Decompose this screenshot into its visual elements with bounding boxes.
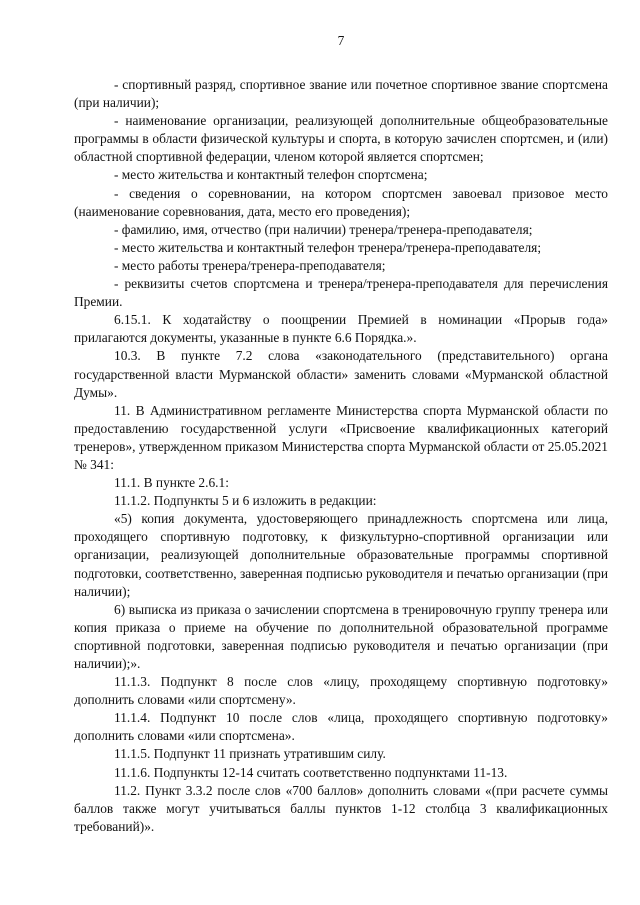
paragraph: 11.1.2. Подпункты 5 и 6 изложить в редакции:: [114, 493, 377, 509]
paragraph: - спортивный разряд, спортивное звание или почетное спортивное звание спортсмена (при наличии);: [74, 77, 608, 111]
paragraph: - реквизиты счетов спортсмена и тренера/тренера-преподавателя для перечисления Премии.: [74, 276, 608, 310]
paragraph: «5) копия документа, удостоверяющего принадлежность спортсмена или лица, проходящего спортивную подготовку, к физкультурно-спортивной организации или организации, реализующей дополнительные образовательные программы спортивной подготовки, соответственно, заверенная подписью руководителя и печатью организации (при наличии);: [74, 511, 608, 599]
paragraph: 11.2. Пункт 3.3.2 после слов «700 баллов» дополнить словами «(при расчете суммы баллов также могут учитываться баллы пунктов 1-12 столбца 3 квалификационных требований)».: [74, 782, 608, 834]
paragraph: - фамилию, имя, отчество (при наличии) тренера/тренера-преподавателя;: [114, 221, 533, 237]
paragraph: 11.1. В пункте 2.6.1:: [114, 475, 229, 491]
paragraph: 11.1.4. Подпункт 10 после слов «лица, проходящего спортивную подготовку» дополнить словами «или спортсмена».: [74, 710, 608, 744]
paragraph: - место жительства и контактный телефон спортсмена;: [114, 167, 428, 183]
paragraph: 10.3. В пункте 7.2 слова «законодательного (представительного) органа государственной власти Мурманской области» заменить словами «Мурманской областной Думы».: [74, 348, 608, 400]
paragraph: - наименование организации, реализующей дополнительные общеобразовательные программы в области физической культуры и спорта, в которую зачислен спортсмен, и (или) областной спортивной федерации, членом которой является спортсмен;: [74, 113, 608, 165]
paragraph: 11.1.3. Подпункт 8 после слов «лицу, проходящему спортивную подготовку» дополнить словами «или спортсмену».: [74, 674, 608, 708]
paragraph: 11.1.6. Подпункты 12-14 считать соответственно подпунктами 11-13.: [114, 764, 508, 780]
paragraph: 11. В Административном регламенте Министерства спорта Мурманской области по предоставлению государственной услуги «Присвоение квалификационных категорий тренеров», утвержденном приказом Министерства спорта Мурманской области от 25.05.2021 № 341:: [74, 402, 608, 472]
page-number: 7: [337, 33, 345, 48]
paragraph: 6) выписка из приказа о зачислении спортсмена в тренировочную группу тренера или копия приказа о приеме на обучение по дополнительной образовательной программе спортивной подготовки, заверенная подписью руководителя и печатью организации (при наличии);».: [74, 601, 608, 671]
paragraph: - место жительства и контактный телефон тренера/тренера-преподавателя;: [114, 239, 542, 255]
paragraph: 11.1.5. Подпункт 11 признать утратившим силу.: [114, 746, 386, 762]
paragraph: - сведения о соревновании, на котором спортсмен завоевал призовое место (наименование соревнования, дата, место его проведения);: [74, 185, 608, 219]
document-body: [74, 76, 608, 836]
paragraph: 6.15.1. К ходатайству о поощрении Премией в номинации «Прорыв года» прилагаются документы, указанные в пункте 6.6 Порядка.».: [74, 312, 608, 346]
paragraph: - место работы тренера/тренера-преподавателя;: [114, 257, 386, 273]
